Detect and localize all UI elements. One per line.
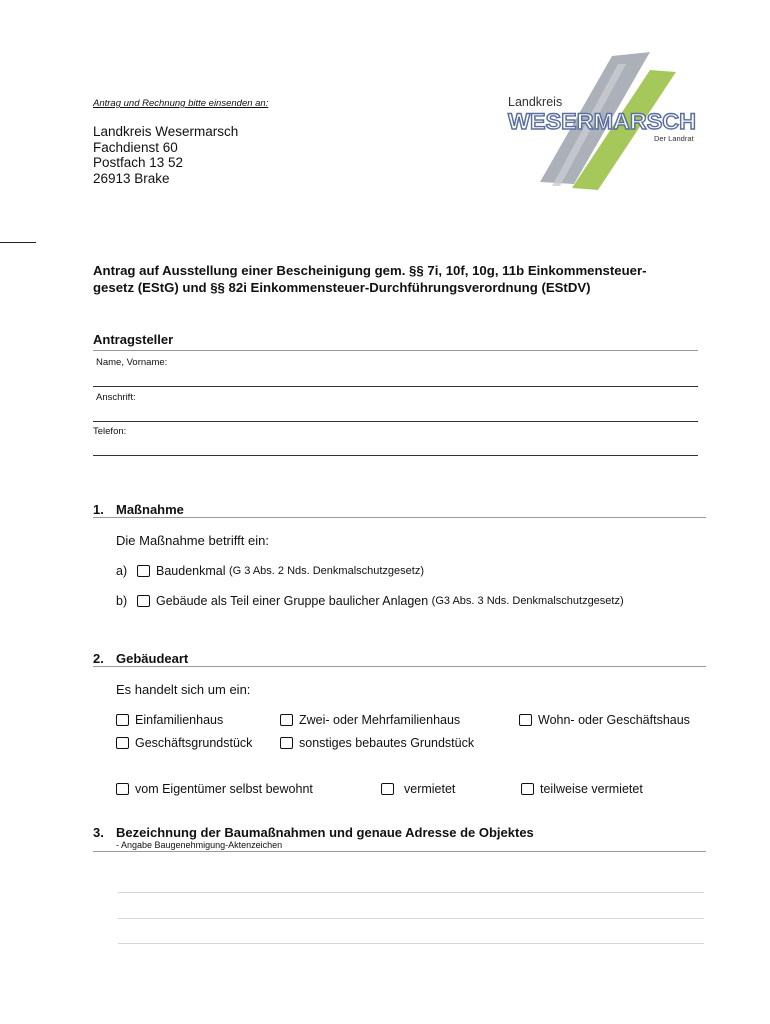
geschaeftshaus-checkbox[interactable] <box>519 714 532 726</box>
usage-label: vom Eigentümer selbst bewohnt <box>135 782 313 796</box>
type-option <box>116 736 252 750</box>
baudenkmal-checkbox[interactable] <box>137 565 150 577</box>
type-label: Wohn- oder Geschäftshaus <box>538 713 690 727</box>
section-1-heading: Maßnahme <box>116 502 184 517</box>
writing-line <box>118 918 704 919</box>
section-1-number: 1. <box>93 502 104 517</box>
option-b-letter: b) <box>116 594 128 608</box>
usage-option <box>381 782 455 796</box>
address-line: Landkreis Wesermarsch <box>93 124 239 139</box>
section-1-intro: Die Maßnahme betrifft ein: <box>116 533 269 548</box>
landkreis-wesermarsch-logo <box>500 50 710 190</box>
description-field-1[interactable] <box>118 872 704 892</box>
title-line: gesetz (EStG) und §§ 82i Einkommensteuer-Durchführungsverordnung (EStDV) <box>93 279 591 295</box>
logo-sub-text: Der Landrat <box>654 134 694 143</box>
phone-field[interactable] <box>93 437 698 455</box>
option-a-detail: (G 3 Abs. 2 Nds. Denkmalschutzgesetz) <box>228 565 425 577</box>
section-3-note: - Angabe Baugenehmigung-Aktenzeichen <box>116 840 283 850</box>
writing-line <box>118 943 704 944</box>
name-field-label: Name, Vorname: <box>96 357 168 368</box>
address-field-line <box>93 421 698 422</box>
name-field-line <box>93 386 698 387</box>
mehrfamilienhaus-checkbox[interactable] <box>280 714 293 726</box>
option-b-row <box>116 594 624 608</box>
type-option <box>280 736 474 750</box>
type-label: Einfamilienhaus <box>135 713 224 727</box>
option-a-letter: a) <box>116 564 128 578</box>
sonstiges-grundstueck-checkbox[interactable] <box>280 737 293 749</box>
section-3-heading: Bezeichnung der Baumaßnahmen und genaue Adresse de Objektes <box>116 825 534 840</box>
address-field[interactable] <box>93 403 698 421</box>
divider <box>93 517 706 518</box>
selbst-bewohnt-checkbox[interactable] <box>116 783 129 795</box>
gebaeudegruppe-checkbox[interactable] <box>137 595 150 607</box>
usage-option <box>116 782 313 796</box>
usage-label: teilweise vermietet <box>540 782 643 796</box>
divider <box>93 666 706 667</box>
type-option <box>116 713 223 727</box>
description-field-3[interactable] <box>118 923 704 943</box>
teilweise-vermietet-checkbox[interactable] <box>521 783 534 795</box>
option-b-detail: (G3 Abs. 3 Nds. Denkmalschutzgesetz) <box>431 595 624 607</box>
section-2-intro: Es handelt sich um ein: <box>116 682 251 697</box>
section-2-heading: Gebäudeart <box>116 651 189 666</box>
einfamilienhaus-checkbox[interactable] <box>116 714 129 726</box>
title-line: Antrag auf Ausstellung einer Bescheinigung gem. §§ 7i, 10f, 10g, 11b Einkommensteuer- <box>93 263 647 278</box>
option-b-label: Gebäude als Teil einer Gruppe baulicher Anlagen <box>156 594 429 608</box>
document-title <box>93 263 713 296</box>
geschaeftsgrundstueck-checkbox[interactable] <box>116 737 129 749</box>
type-label: Zwei- oder Mehrfamilienhaus <box>299 713 461 727</box>
fold-mark <box>0 242 36 243</box>
phone-field-line <box>93 455 698 456</box>
address-line: Fachdienst 60 <box>93 139 178 155</box>
applicant-heading: Antragsteller <box>93 332 174 347</box>
phone-field-label: Telefon: <box>93 426 127 437</box>
type-label: Geschäftsgrundstück <box>135 736 253 750</box>
address-field-label: Anschrift: <box>96 392 136 403</box>
option-a-label: Baudenkmal <box>156 564 226 578</box>
send-to-label: Antrag und Rechnung bitte einsenden an: <box>93 98 269 109</box>
address-line: 26913 Brake <box>93 170 170 186</box>
name-field[interactable] <box>93 368 698 386</box>
vermietet-checkbox[interactable] <box>381 783 394 795</box>
description-field-2[interactable] <box>118 898 704 918</box>
type-option <box>280 713 460 727</box>
address-line: Postfach 13 52 <box>93 155 184 170</box>
type-option <box>519 713 690 727</box>
divider <box>93 851 706 852</box>
logo-top-text: Landkreis <box>508 95 563 109</box>
usage-option <box>521 782 643 796</box>
section-2-number: 2. <box>93 651 104 666</box>
writing-line <box>118 892 704 893</box>
section-3-number: 3. <box>93 825 104 840</box>
option-a-row <box>116 564 424 578</box>
type-label: sonstiges bebautes Grundstück <box>299 736 475 750</box>
recipient-address <box>93 124 238 186</box>
logo-main-text: WESERMARSCH <box>508 109 696 134</box>
usage-label: vermietet <box>404 782 456 796</box>
divider <box>93 350 698 351</box>
